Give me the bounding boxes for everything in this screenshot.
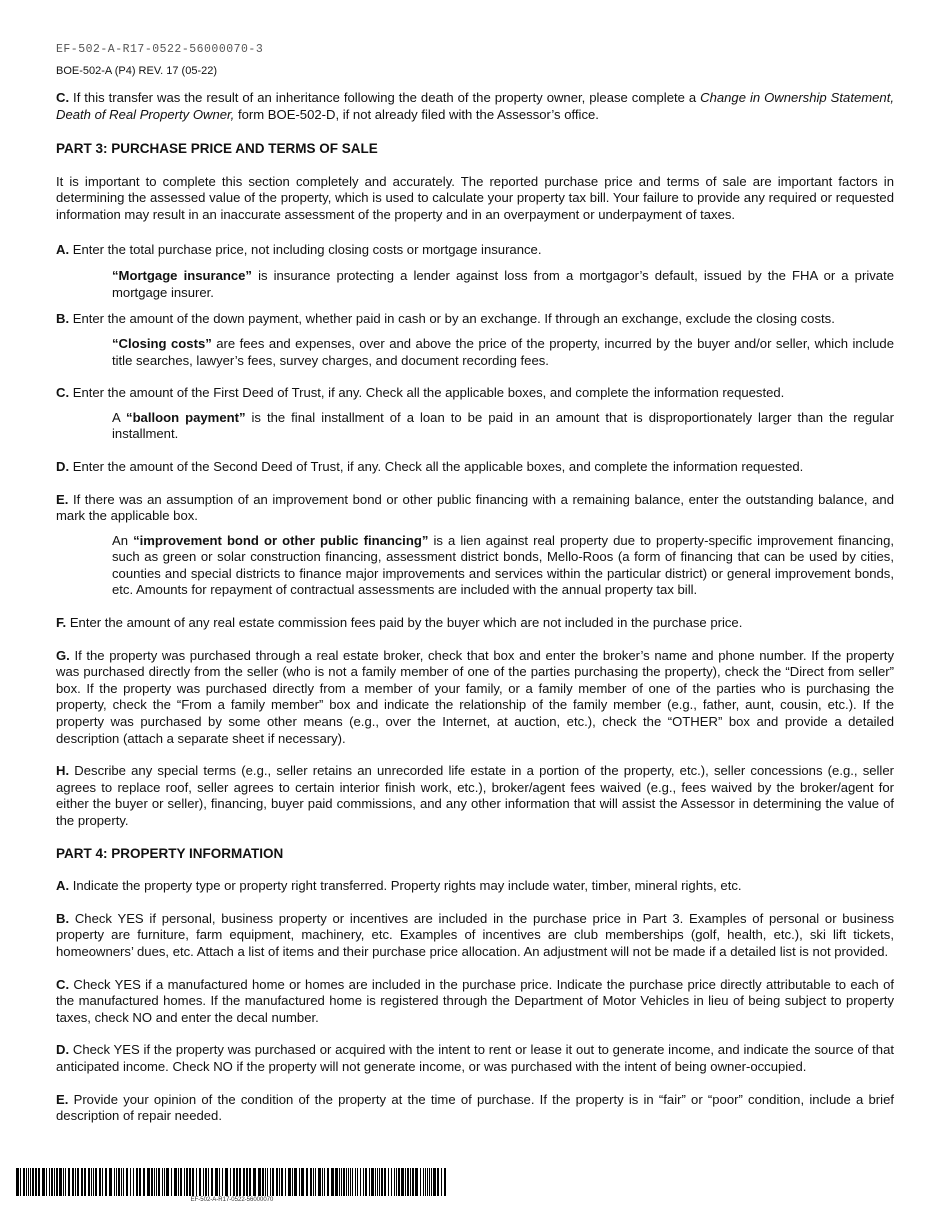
part4-item-e <box>56 1092 894 1125</box>
barcode-bar <box>114 1168 115 1196</box>
barcode-bar <box>371 1168 374 1196</box>
part3-item-c <box>56 385 894 402</box>
barcode-bar <box>391 1168 392 1196</box>
barcode-bar <box>262 1168 264 1196</box>
barcode-bar <box>123 1168 124 1196</box>
barcode-bar <box>23 1168 25 1196</box>
barcode-bar <box>281 1168 283 1196</box>
barcode-bar <box>301 1168 304 1196</box>
barcode-bar <box>357 1168 358 1196</box>
barcode-bar <box>192 1168 194 1196</box>
part4-item-a <box>56 878 894 895</box>
barcode-bar <box>441 1168 442 1196</box>
barcode-bar <box>136 1168 138 1196</box>
part4-item-b <box>56 911 894 961</box>
barcode-bar <box>405 1168 406 1196</box>
barcode-bar <box>42 1168 45 1196</box>
barcode-bar <box>162 1168 163 1196</box>
part4-item-c <box>56 977 894 1027</box>
definition-prefix: An <box>112 532 134 548</box>
barcode-bar <box>343 1168 345 1196</box>
definition-text: is the final installment of a loan to be paid in an amount that is disproportionately larger than the regular installment. <box>112 409 894 442</box>
part2-item-c <box>56 90 894 123</box>
item-text: Enter the total purchase price, not including closing costs or mortgage insurance. <box>72 241 542 257</box>
barcode-bar <box>158 1168 160 1196</box>
barcode-bar <box>420 1168 421 1196</box>
barcode-bar <box>324 1168 325 1196</box>
item-letter: E. <box>56 491 69 507</box>
form-id: EF-502-A-R17-0522-56000070-3 <box>56 43 264 56</box>
barcode-bar <box>35 1168 37 1196</box>
item-letter: E. <box>56 1091 69 1107</box>
barcode-bar <box>352 1168 353 1196</box>
barcode-bar <box>407 1168 409 1196</box>
barcode-bar <box>401 1168 404 1196</box>
barcode-bar <box>93 1168 94 1196</box>
barcode-bar <box>51 1168 53 1196</box>
item-letter: D. <box>56 458 70 474</box>
barcode-bar <box>429 1168 430 1196</box>
barcode-bar <box>288 1168 291 1196</box>
barcode-bar <box>75 1168 76 1196</box>
barcode-bar <box>279 1168 280 1196</box>
item-letter: D. <box>56 1042 70 1058</box>
barcode-bar <box>315 1168 316 1196</box>
barcode-bar <box>322 1168 323 1196</box>
barcode-bar <box>410 1168 411 1196</box>
term: “balloon payment” <box>126 409 246 425</box>
barcode-bar <box>318 1168 321 1196</box>
item-letter: A. <box>56 241 70 257</box>
barcode-bar <box>427 1168 428 1196</box>
item-text: If this transfer was the result of an inheritance following the death of the property owner, please complete a <box>69 90 701 105</box>
barcode-bar <box>276 1168 278 1196</box>
barcode-bar <box>102 1168 103 1196</box>
barcode-bar <box>121 1168 122 1196</box>
barcode-bar <box>272 1168 274 1196</box>
barcode-bar <box>126 1168 128 1196</box>
barcode-graphic <box>16 1168 448 1196</box>
barcode-bar <box>292 1168 293 1196</box>
barcode-bar <box>258 1168 261 1196</box>
barcode-bar <box>186 1168 188 1196</box>
barcode-bar <box>59 1168 62 1196</box>
item-text: Enter the amount of the Second Deed of Trust, if any. Check all the applicable boxes, and complete the information requested. <box>72 458 804 474</box>
item-text: Describe any special terms (e.g., seller retains an unrecorded life estate in a portion of the property, etc.), seller concessions (e.g., seller agrees to replace roof, seller agrees to certain interior finish work, etc.), broker/agent fees waived (e.g., fees waived by the broker/agent for either the buyer or seller), financing, buyer paid commissions, and any other information that will assist the Assessor in determining the value of the property. <box>56 763 894 828</box>
barcode-bar <box>222 1168 223 1196</box>
barcode-bar <box>178 1168 179 1196</box>
term: “Closing costs” <box>112 335 212 351</box>
barcode-bar <box>154 1168 155 1196</box>
definition-text: are fees and expenses, over and above the price of the property, incurred by the buyer and/or seller, which include title searches, lawyer’s fees, survey charges, and document recording fees. <box>112 335 894 368</box>
part3-item-e <box>56 492 894 525</box>
barcode-bar <box>388 1168 389 1196</box>
barcode-bar <box>16 1168 19 1196</box>
barcode-bar <box>423 1168 424 1196</box>
barcode-bar <box>285 1168 286 1196</box>
barcode-bar <box>225 1168 228 1196</box>
item-letter: C. <box>56 90 70 105</box>
definition-prefix: A <box>112 409 127 425</box>
barcode-bar <box>381 1168 383 1196</box>
barcode-bar <box>437 1168 439 1196</box>
barcode-bar <box>341 1168 342 1196</box>
barcode-bar <box>20 1168 21 1196</box>
part3-item-g <box>56 648 894 748</box>
barcode-bar <box>130 1168 131 1196</box>
barcode-bar <box>68 1168 70 1196</box>
barcode-bar <box>233 1168 235 1196</box>
barcode-bar <box>313 1168 314 1196</box>
barcode-bar <box>139 1168 141 1196</box>
barcode-bar <box>294 1168 297 1196</box>
barcode-bar <box>379 1168 380 1196</box>
barcode-bar <box>327 1168 329 1196</box>
barcode-bar <box>95 1168 97 1196</box>
barcode-bar <box>239 1168 241 1196</box>
item-letter: B. <box>56 311 70 327</box>
item-text: form BOE-502-D, if not already filed with the Assessor’s office. <box>234 106 599 122</box>
barcode-bar <box>394 1168 395 1196</box>
form-revision: BOE-502-A (P4) REV. 17 (05-22) <box>56 65 218 77</box>
barcode-bar <box>306 1168 308 1196</box>
barcode-bar <box>88 1168 90 1196</box>
part3-item-h <box>56 763 894 829</box>
barcode <box>16 1168 448 1204</box>
barcode-bar <box>174 1168 177 1196</box>
barcode-bar <box>246 1168 248 1196</box>
barcode-bar <box>433 1168 436 1196</box>
barcode-bar <box>398 1168 400 1196</box>
barcode-bar <box>415 1168 418 1196</box>
part3-item-f <box>56 615 894 632</box>
item-letter: C. <box>56 976 70 992</box>
part3-intro: It is important to complete this section completely and accurately. The reported purchase price and terms of sale are important factors in determining the assessed value of the property, which is used to calculate your property tax bill. Your failure to provide any required or requested information may result in an inaccurate assessment of the property and in an overpayment or underpayment of taxes. <box>56 173 894 222</box>
definition-mortgage-insurance <box>112 268 894 301</box>
barcode-bar <box>77 1168 79 1196</box>
barcode-bar <box>199 1168 201 1196</box>
definition-closing-costs <box>112 336 894 369</box>
barcode-bar <box>253 1168 256 1196</box>
item-text: If the property was purchased through a real estate broker, check that box and enter the broker’s name and phone number. If the property was purchased directly from the seller (who is not a family member of one of the parties purchasing the property), check the “Direct from seller” box. If the property was purchased directly from a member of your family, or a family member of one of the parties who is purchasing the property, check the “From a family member” box and indicate the relationship of the family member (e.g., father, aunt, cousin, etc.). If the property was purchased by some other means (e.g., over the Internet, at auction, etc.), check the “OTHER” box and provide a detailed description (attach a separate sheet if necessary). <box>56 647 894 746</box>
part3-item-d <box>56 459 894 476</box>
definition-text: is insurance protecting a lender against loss from a mortgagor’s default, issued by the FHA or a private mortgage insurer. <box>112 268 894 300</box>
barcode-bar <box>156 1168 157 1196</box>
barcode-bar <box>99 1168 101 1196</box>
item-letter: C. <box>56 385 70 401</box>
barcode-bar <box>412 1168 414 1196</box>
barcode-bar <box>219 1168 220 1196</box>
barcode-bar <box>196 1168 197 1196</box>
barcode-bar <box>118 1168 120 1196</box>
barcode-bar <box>65 1168 66 1196</box>
term: “Mortgage insurance” <box>112 268 252 284</box>
barcode-bar <box>72 1168 74 1196</box>
item-text: If there was an assumption of an improvement bond or other public financing with a remaining balance, enter the outstanding balance, and mark the applicable box. <box>56 491 894 524</box>
barcode-bar <box>369 1168 370 1196</box>
barcode-bar <box>346 1168 347 1196</box>
definition-text: is a lien against real property due to property-specific improvement financing, such as green or solar construction financing, assessment district bonds, Mello-Roos (a form of financing that can be used by cities, counties and special districts to finance major improvements and services within the particular district) or general improvement bonds, etc. Amounts for repayment of contractual assessments are included with the annual property tax bill. <box>112 532 894 598</box>
part4-item-d <box>56 1042 894 1075</box>
barcode-bar <box>425 1168 426 1196</box>
barcode-bar <box>310 1168 312 1196</box>
barcode-text: EF-502-A-R17-0522-56000070 <box>190 1197 274 1203</box>
barcode-bar <box>299 1168 300 1196</box>
barcode-bar <box>49 1168 50 1196</box>
barcode-bar <box>375 1168 376 1196</box>
barcode-bar <box>133 1168 134 1196</box>
barcode-bar <box>243 1168 245 1196</box>
part3-item-a <box>56 242 894 259</box>
barcode-bar <box>270 1168 271 1196</box>
definition-balloon-payment <box>112 410 894 443</box>
item-letter: F. <box>56 615 67 631</box>
barcode-bar <box>54 1168 55 1196</box>
item-text: Indicate the property type or property right transferred. Property rights may include water, timber, mineral rights, etc. <box>69 878 742 894</box>
barcode-bar <box>81 1168 83 1196</box>
barcode-bar <box>143 1168 145 1196</box>
definition-improvement-bond <box>112 533 894 599</box>
barcode-bar <box>355 1168 356 1196</box>
barcode-bar <box>63 1168 64 1196</box>
barcode-bar <box>265 1168 266 1196</box>
barcode-bar <box>377 1168 378 1196</box>
barcode-bar <box>339 1168 340 1196</box>
barcode-bar <box>166 1168 169 1196</box>
barcode-bar <box>230 1168 231 1196</box>
item-text: Check YES if personal, business property or incentives are included in the purchase price in Part 3. Examples of personal or business property are furniture, farm equipment, machinery, etc. Examples of incentives are club memberships (golf, health, etc.), ski lift tickets, homeowners’ dues, etc. Attach a list of items and their purchase price allocation. An adjustment will not be made if a detailed list is not provided. <box>56 910 894 959</box>
item-letter: A. <box>56 878 70 894</box>
barcode-bar <box>171 1168 172 1196</box>
item-text: Check YES if a manufactured home or homes are included in the purchase price. Indicate the purchase price directly attributable to each of the manufactured homes. If the manufactured home is registered through the Department of Motor Vehicles in lieu of being subject to property taxes, check NO and enter the decal number. <box>56 976 894 1025</box>
form-page <box>56 43 894 1125</box>
barcode-bar <box>249 1168 251 1196</box>
barcode-bar <box>46 1168 47 1196</box>
barcode-bar <box>331 1168 334 1196</box>
barcode-bar <box>267 1168 268 1196</box>
barcode-bar <box>203 1168 204 1196</box>
barcode-bar <box>32 1168 34 1196</box>
barcode-bar <box>205 1168 207 1196</box>
barcode-bar <box>84 1168 86 1196</box>
barcode-bar <box>26 1168 27 1196</box>
barcode-bar <box>208 1168 209 1196</box>
barcode-bar <box>109 1168 112 1196</box>
item-text: Enter the amount of any real estate commission fees paid by the buyer which are not included in the purchase price. <box>69 615 743 631</box>
barcode-bar <box>348 1168 349 1196</box>
barcode-bar <box>116 1168 117 1196</box>
barcode-bar <box>360 1168 361 1196</box>
item-letter: H. <box>56 763 70 779</box>
barcode-bar <box>365 1168 367 1196</box>
barcode-bar <box>236 1168 238 1196</box>
barcode-bar <box>56 1168 58 1196</box>
form-title-italic: Change in Ownership Statement, Death of Real Property Owner, <box>56 90 894 122</box>
barcode-bar <box>189 1168 191 1196</box>
item-text: Check YES if the property was purchased or acquired with the intent to rent or lease it out to generate income, and indicate the source of that anticipated income. Check NO if the property will not generate income, or was purchased with the intent of being owner-occupied. <box>56 1042 894 1074</box>
item-text: Provide your opinion of the condition of the property at the time of purchase. If the property is in “fair” or “poor” condition, include a brief description of repair needed. <box>56 1091 894 1124</box>
barcode-bar <box>28 1168 29 1196</box>
barcode-bar <box>105 1168 107 1196</box>
barcode-bar <box>151 1168 153 1196</box>
barcode-bar <box>184 1168 185 1196</box>
part3-heading: PART 3: PURCHASE PRICE AND TERMS OF SALE <box>56 141 378 157</box>
item-text: Enter the amount of the First Deed of Trust, if any. Check all the applicable boxes, and complete the information requested. <box>72 385 785 401</box>
barcode-bar <box>38 1168 40 1196</box>
barcode-bar <box>335 1168 338 1196</box>
part4-heading: PART 4: PROPERTY INFORMATION <box>56 845 284 861</box>
part3-item-b <box>56 311 894 328</box>
barcode-bar <box>215 1168 218 1196</box>
barcode-bar <box>180 1168 182 1196</box>
barcode-bar <box>30 1168 31 1196</box>
item-letter: B. <box>56 910 70 926</box>
barcode-bar <box>211 1168 213 1196</box>
barcode-bar <box>350 1168 351 1196</box>
term: “improvement bond or other public financing” <box>133 532 429 548</box>
barcode-bar <box>431 1168 432 1196</box>
barcode-bar <box>147 1168 150 1196</box>
barcode-bar <box>396 1168 397 1196</box>
item-letter: G. <box>56 647 70 663</box>
barcode-bar <box>91 1168 92 1196</box>
barcode-bar <box>444 1168 446 1196</box>
barcode-bar <box>164 1168 165 1196</box>
barcode-bar <box>363 1168 364 1196</box>
barcode-bar <box>384 1168 386 1196</box>
item-text: Enter the amount of the down payment, whether paid in cash or by an exchange. If through an exchange, exclude the closing costs. <box>72 311 835 327</box>
